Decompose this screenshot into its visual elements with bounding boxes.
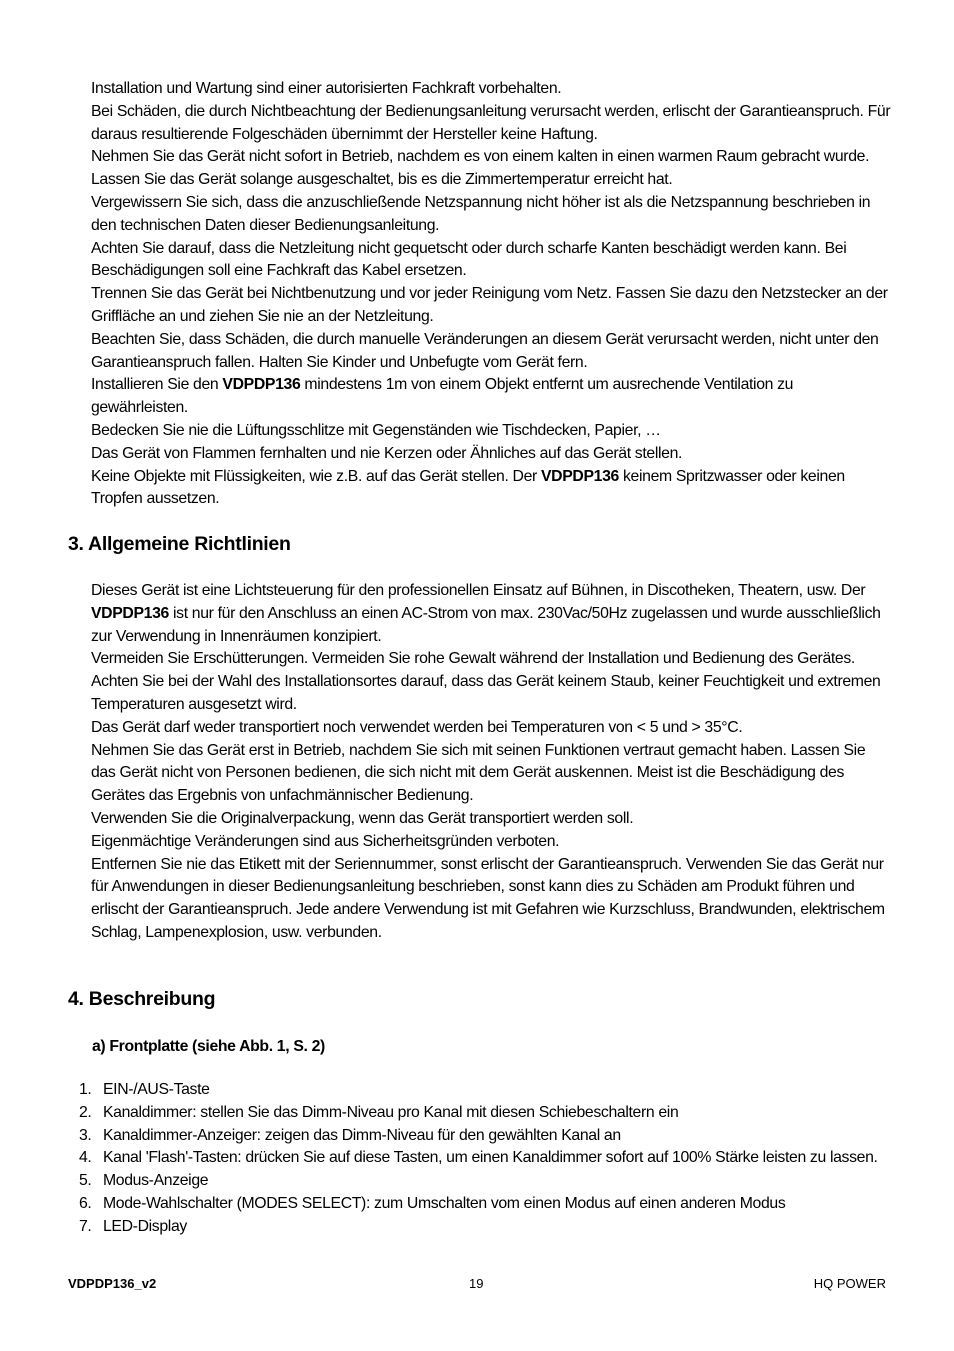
paragraph: Eigenmächtige Veränderungen sind aus Sicherheitsgründen verboten.	[91, 832, 560, 850]
item-text: LED-Display	[103, 1217, 187, 1235]
paragraph: Bei Schäden, die durch Nichtbeachtung der Bedienungsanleitung verursacht werden, erlischt der Garantieanspruch. Für daraus resultierende Folgeschäden übernimmt der Hersteller keine Haftung.	[91, 102, 891, 143]
item-text: EIN-/AUS-Taste	[103, 1081, 210, 1098]
footer-page-number: 19	[469, 1276, 484, 1291]
paragraph: Trennen Sie das Gerät bei Nichtbenutzung und vor jeder Reinigung vom Netz. Fassen Sie dazu den Netzstecker an der Griffläche an und ziehen Sie nie an der Netzleitung.	[91, 285, 888, 325]
paragraph: Entfernen Sie nie das Etikett mit der Seriennummer, sonst erlischt der Garantieanspruch. Verwenden Sie das Gerät nur für Anwendungen in dieser Bedienungsanleitung beschrieben, sonst kann dies zu Schäden am Produkt führen und erlischt der Garantieanspruch. Jede andere Verwendung ist mit Gefahren wie Kurzschluss, Brandwunden, elektrischem Schlag, Lampenexplosion, usw. verbunden.	[91, 855, 885, 941]
subsection-heading: a) Frontplatte (siehe Abb. 1, S. 2)	[92, 1038, 325, 1055]
list-item	[68, 1147, 888, 1170]
paragraph: Achten Sie bei der Wahl des Installationsortes darauf, dass das Gerät keinem Staub, keiner Feuchtigkeit und extremen Temperaturen ausgesetzt wird.	[91, 673, 881, 713]
list-item	[68, 1193, 888, 1216]
item-number: 5.	[79, 1172, 92, 1190]
paragraph: Installieren Sie den VDPDP136 mindestens 1m von einem Objekt entfernt um ausrechende Ventilation zu gewährleisten.	[91, 376, 794, 417]
paragraph: Dieses Gerät ist eine Lichtsteuerung für den professionellen Einsatz auf Bühnen, in Discotheken, Theatern, usw. Der VDPDP136 ist nur für den Anschluss an einen AC-Strom von max. 230Vac/50Hz zugelassen und wurde ausschließlich zur Verwendung in Innenräumen konzipiert.	[91, 582, 881, 645]
paragraph: Beachten Sie, dass Schäden, die durch manuelle Veränderungen an diesem Gerät verursacht werden, nicht unter den Garantieanspruch fallen. Halten Sie Kinder und Unbefugte vom Gerät fern.	[91, 330, 879, 371]
paragraph: Keine Objekte mit Flüssigkeiten, wie z.B. auf das Gerät stellen. Der VDPDP136 keinem Spritzwasser oder keinen Tropfen aussetzen.	[91, 467, 845, 508]
product-code: VDPDP136	[222, 376, 301, 394]
list-item	[68, 1079, 888, 1102]
list-item	[68, 1102, 888, 1125]
paragraph: Achten Sie darauf, dass die Netzleitung nicht gequetscht oder durch scharfe Kanten beschädigt werden kann. Bei Beschädigungen soll eine Fachkraft das Kabel ersetzen.	[91, 239, 847, 280]
paragraph: Das Gerät darf weder transportiert noch verwendet werden bei Temperaturen von < 5 und > 35°C.	[91, 718, 743, 736]
item-text: Kanal 'Flash'-Tasten: drücken Sie auf diese Tasten, um einen Kanaldimmer sofort auf 100% Stärke leisten zu lassen.	[103, 1149, 878, 1167]
list-item	[68, 1125, 888, 1148]
item-number: 6.	[79, 1194, 92, 1212]
item-text: Mode-Wahlschalter (MODES SELECT): zum Umschalten vom einen Modus auf einen anderen Modus	[103, 1194, 786, 1212]
item-text: Modus-Anzeige	[103, 1172, 209, 1190]
item-number: 2.	[79, 1103, 92, 1121]
footer-document-code: VDPDP136_v2	[68, 1276, 157, 1291]
list-item	[68, 1170, 888, 1193]
item-number: 3.	[79, 1126, 92, 1144]
item-number: 7.	[79, 1217, 92, 1235]
component-list	[68, 1079, 888, 1239]
paragraph: Nehmen Sie das Gerät nicht sofort in Betrieb, nachdem es von einem kalten in einen warmen Raum gebracht wurde. Lassen Sie das Gerät solange ausgeschaltet, bis es die Zimmertemperatur erreicht hat.	[91, 148, 870, 189]
paragraph: Installation und Wartung sind einer autorisierten Fachkraft vorbehalten.	[91, 80, 562, 97]
paragraph: Vermeiden Sie Erschütterungen. Vermeiden Sie rohe Gewalt während der Installation und Bedienung des Gerätes.	[91, 650, 855, 668]
paragraph: Vergewissern Sie sich, dass die anzuschließende Netzspannung nicht höher ist als die Netzspannung beschrieben in den technischen Daten dieser Bedienungsanleitung.	[91, 193, 871, 234]
item-text: Kanaldimmer: stellen Sie das Dimm-Niveau pro Kanal mit diesen Schiebeschaltern ein	[103, 1103, 679, 1121]
item-number: 1.	[79, 1081, 92, 1098]
list-item	[68, 1216, 888, 1239]
item-text: Kanaldimmer-Anzeiger: zeigen das Dimm-Niveau für den gewählten Kanal an	[103, 1126, 621, 1144]
section-body	[91, 580, 891, 945]
paragraph: Nehmen Sie das Gerät erst in Betrieb, nachdem Sie sich mit seinen Funktionen vertraut gemacht haben. Lassen Sie das Gerät nicht von Personen bedienen, die sich nicht mit dem Gerät auskennen. Meist ist die Beschädigung des Gerätes das Ergebnis von unfachmännischer Bedienung.	[91, 741, 866, 805]
product-code: VDPDP136	[540, 467, 619, 485]
paragraph: Bedecken Sie nie die Lüftungsschlitze mit Gegenständen wie Tischdecken, Papier, …	[91, 421, 661, 439]
item-number: 4.	[79, 1149, 92, 1167]
intro-block	[91, 78, 891, 511]
section-heading: 4. Beschreibung	[68, 988, 216, 1010]
product-code: VDPDP136	[91, 604, 169, 622]
footer-brand: HQ POWER	[813, 1276, 886, 1291]
paragraph: Verwenden Sie die Originalverpackung, wenn das Gerät transportiert werden soll.	[91, 809, 634, 827]
section-heading: 3. Allgemeine Richtlinien	[68, 533, 291, 555]
paragraph: Das Gerät von Flammen fernhalten und nie Kerzen oder Ähnliches auf das Gerät stellen.	[91, 444, 683, 462]
